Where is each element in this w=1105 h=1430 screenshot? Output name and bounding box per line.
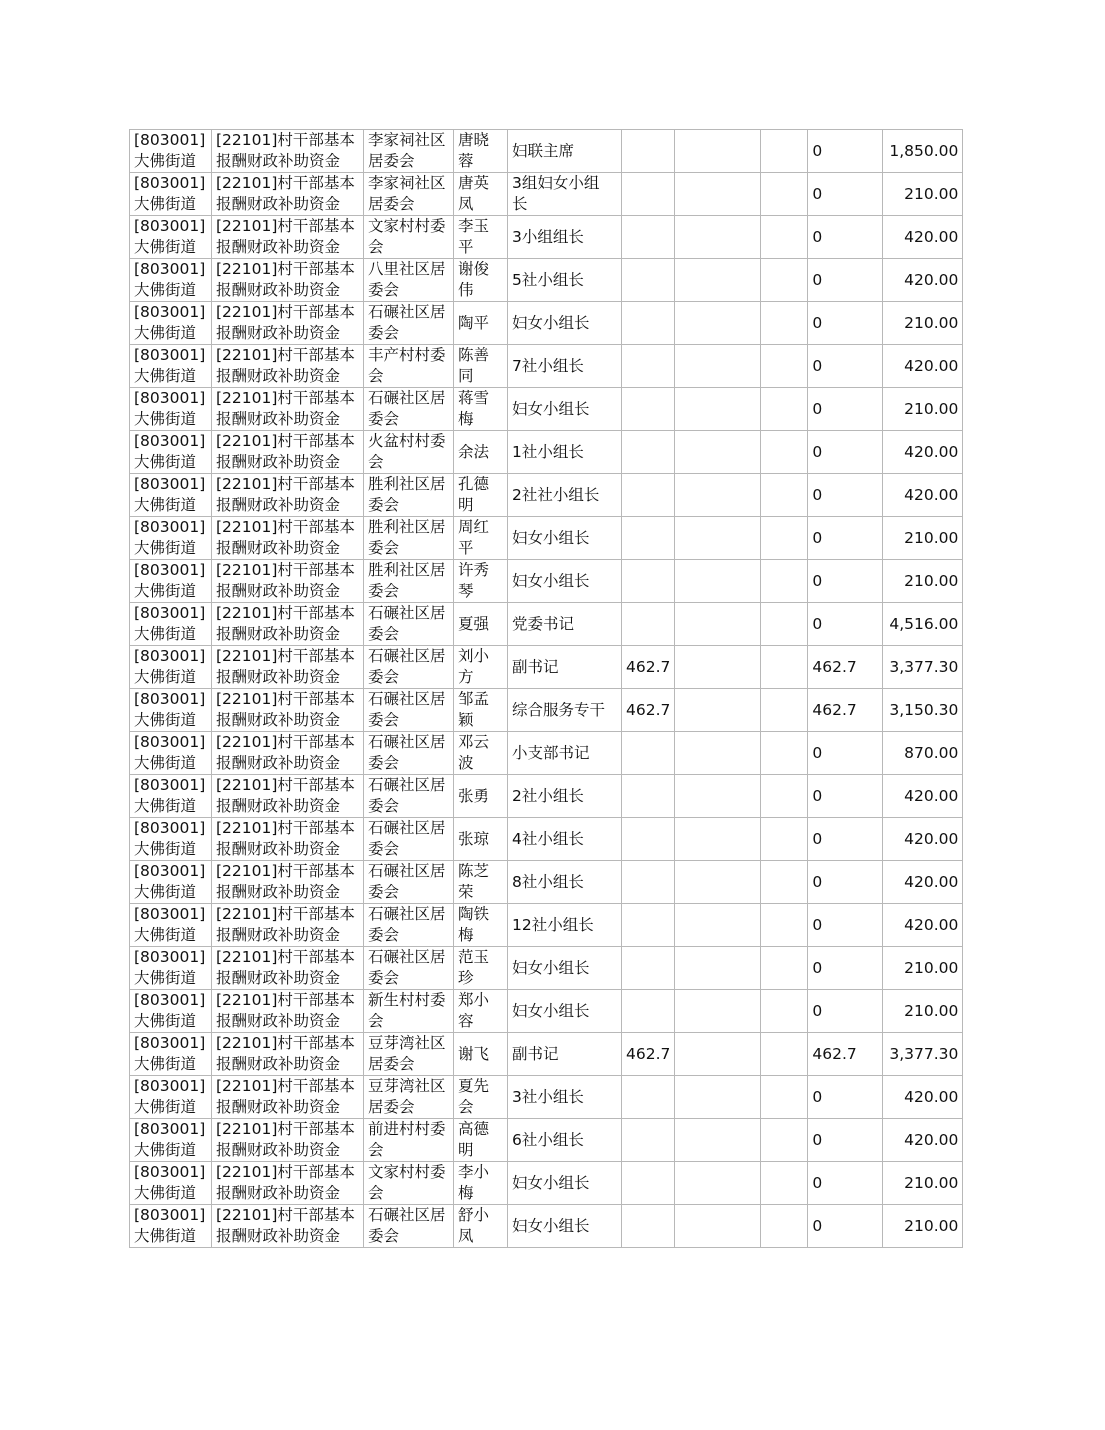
position-cell: 3社小组长: [508, 1076, 622, 1119]
unit-cell: [803001] 大佛街道: [130, 388, 212, 431]
amount-b-cell: [675, 861, 761, 904]
table-row: [130, 130, 963, 173]
fund-cell: [22101]村干部基本 报酬财政补助资金: [212, 732, 364, 775]
organization-cell: 胜利社区居 委会: [364, 474, 454, 517]
amount-d-cell: 462.7: [808, 689, 883, 732]
table-row: [130, 689, 963, 732]
amount-c-cell: [761, 1119, 808, 1162]
amount-b-cell: [675, 775, 761, 818]
total-amount-cell: 420.00: [883, 1119, 963, 1162]
table-row: [130, 388, 963, 431]
fund-cell: [22101]村干部基本 报酬财政补助资金: [212, 861, 364, 904]
person-name-cell: 许秀 琴: [454, 560, 508, 603]
organization-cell: 豆芽湾社区 居委会: [364, 1033, 454, 1076]
amount-a-cell: [622, 216, 675, 259]
fund-cell: [22101]村干部基本 报酬财政补助资金: [212, 689, 364, 732]
amount-a-cell: [622, 1119, 675, 1162]
table-row: [130, 1076, 963, 1119]
table-row: [130, 259, 963, 302]
amount-c-cell: [761, 431, 808, 474]
organization-cell: 石碾社区居 委会: [364, 818, 454, 861]
unit-cell: [803001] 大佛街道: [130, 560, 212, 603]
unit-cell: [803001] 大佛街道: [130, 1162, 212, 1205]
table-row: [130, 1205, 963, 1248]
amount-d-cell: 0: [808, 173, 883, 216]
amount-d-cell: 0: [808, 560, 883, 603]
organization-cell: 石碾社区居 委会: [364, 1205, 454, 1248]
amount-c-cell: [761, 130, 808, 173]
amount-a-cell: [622, 517, 675, 560]
amount-d-cell: 0: [808, 861, 883, 904]
amount-c-cell: [761, 1033, 808, 1076]
amount-a-cell: [622, 861, 675, 904]
organization-cell: 石碾社区居 委会: [364, 388, 454, 431]
fund-cell: [22101]村干部基本 报酬财政补助资金: [212, 302, 364, 345]
amount-c-cell: [761, 603, 808, 646]
amount-d-cell: 0: [808, 1162, 883, 1205]
fund-cell: [22101]村干部基本 报酬财政补助资金: [212, 603, 364, 646]
total-amount-cell: 420.00: [883, 259, 963, 302]
unit-cell: [803001] 大佛街道: [130, 517, 212, 560]
amount-b-cell: [675, 1033, 761, 1076]
amount-b-cell: [675, 216, 761, 259]
organization-cell: 石碾社区居 委会: [364, 775, 454, 818]
amount-d-cell: 0: [808, 130, 883, 173]
total-amount-cell: 420.00: [883, 216, 963, 259]
amount-c-cell: [761, 216, 808, 259]
unit-cell: [803001] 大佛街道: [130, 1076, 212, 1119]
organization-cell: 火盆村村委 会: [364, 431, 454, 474]
amount-b-cell: [675, 517, 761, 560]
unit-cell: [803001] 大佛街道: [130, 732, 212, 775]
organization-cell: 石碾社区居 委会: [364, 861, 454, 904]
fund-cell: [22101]村干部基本 报酬财政补助资金: [212, 775, 364, 818]
organization-cell: 石碾社区居 委会: [364, 646, 454, 689]
table-row: [130, 603, 963, 646]
table-row: [130, 517, 963, 560]
amount-a-cell: [622, 345, 675, 388]
amount-b-cell: [675, 431, 761, 474]
person-name-cell: 高德 明: [454, 1119, 508, 1162]
unit-cell: [803001] 大佛街道: [130, 1033, 212, 1076]
person-name-cell: 夏强: [454, 603, 508, 646]
fund-cell: [22101]村干部基本 报酬财政补助资金: [212, 1076, 364, 1119]
amount-d-cell: 0: [808, 1205, 883, 1248]
amount-a-cell: 462.7: [622, 1033, 675, 1076]
amount-b-cell: [675, 474, 761, 517]
amount-c-cell: [761, 818, 808, 861]
amount-a-cell: [622, 130, 675, 173]
person-name-cell: 谢俊 伟: [454, 259, 508, 302]
organization-cell: 石碾社区居 委会: [364, 689, 454, 732]
amount-c-cell: [761, 990, 808, 1033]
fund-cell: [22101]村干部基本 报酬财政补助资金: [212, 431, 364, 474]
total-amount-cell: 210.00: [883, 947, 963, 990]
person-name-cell: 张琼: [454, 818, 508, 861]
position-cell: 妇联主席: [508, 130, 622, 173]
table-row: [130, 560, 963, 603]
total-amount-cell: 3,377.30: [883, 646, 963, 689]
person-name-cell: 谢飞: [454, 1033, 508, 1076]
fund-cell: [22101]村干部基本 报酬财政补助资金: [212, 1033, 364, 1076]
amount-b-cell: [675, 259, 761, 302]
amount-b-cell: [675, 173, 761, 216]
unit-cell: [803001] 大佛街道: [130, 861, 212, 904]
amount-d-cell: 0: [808, 517, 883, 560]
table-row: [130, 1119, 963, 1162]
amount-a-cell: 462.7: [622, 646, 675, 689]
fund-cell: [22101]村干部基本 报酬财政补助资金: [212, 990, 364, 1033]
amount-c-cell: [761, 775, 808, 818]
unit-cell: [803001] 大佛街道: [130, 1205, 212, 1248]
amount-c-cell: [761, 861, 808, 904]
total-amount-cell: 210.00: [883, 1162, 963, 1205]
table-row: [130, 732, 963, 775]
amount-a-cell: [622, 560, 675, 603]
amount-b-cell: [675, 904, 761, 947]
organization-cell: 石碾社区居 委会: [364, 603, 454, 646]
total-amount-cell: 420.00: [883, 818, 963, 861]
amount-c-cell: [761, 1205, 808, 1248]
total-amount-cell: 210.00: [883, 517, 963, 560]
amount-a-cell: [622, 302, 675, 345]
organization-cell: 李家祠社区 居委会: [364, 173, 454, 216]
position-cell: 妇女小组长: [508, 388, 622, 431]
position-cell: 妇女小组长: [508, 990, 622, 1033]
person-name-cell: 余法: [454, 431, 508, 474]
unit-cell: [803001] 大佛街道: [130, 646, 212, 689]
unit-cell: [803001] 大佛街道: [130, 904, 212, 947]
person-name-cell: 李小 梅: [454, 1162, 508, 1205]
person-name-cell: 周红 平: [454, 517, 508, 560]
total-amount-cell: 420.00: [883, 861, 963, 904]
position-cell: 3小组组长: [508, 216, 622, 259]
amount-b-cell: [675, 388, 761, 431]
fund-cell: [22101]村干部基本 报酬财政补助资金: [212, 1162, 364, 1205]
organization-cell: 前进村村委 会: [364, 1119, 454, 1162]
amount-b-cell: [675, 1162, 761, 1205]
table-row: [130, 345, 963, 388]
unit-cell: [803001] 大佛街道: [130, 173, 212, 216]
unit-cell: [803001] 大佛街道: [130, 775, 212, 818]
amount-d-cell: 0: [808, 388, 883, 431]
amount-d-cell: 462.7: [808, 646, 883, 689]
amount-b-cell: [675, 689, 761, 732]
fund-cell: [22101]村干部基本 报酬财政补助资金: [212, 388, 364, 431]
amount-c-cell: [761, 517, 808, 560]
table-row: [130, 646, 963, 689]
unit-cell: [803001] 大佛街道: [130, 474, 212, 517]
organization-cell: 文家村村委 会: [364, 216, 454, 259]
amount-a-cell: [622, 1162, 675, 1205]
amount-d-cell: 0: [808, 947, 883, 990]
amount-d-cell: 0: [808, 302, 883, 345]
fund-cell: [22101]村干部基本 报酬财政补助资金: [212, 173, 364, 216]
unit-cell: [803001] 大佛街道: [130, 130, 212, 173]
total-amount-cell: 210.00: [883, 388, 963, 431]
amount-b-cell: [675, 1119, 761, 1162]
total-amount-cell: 420.00: [883, 345, 963, 388]
amount-d-cell: 0: [808, 1119, 883, 1162]
amount-a-cell: [622, 904, 675, 947]
position-cell: 5社小组长: [508, 259, 622, 302]
amount-b-cell: [675, 732, 761, 775]
fund-cell: [22101]村干部基本 报酬财政补助资金: [212, 216, 364, 259]
position-cell: 2社社小组长: [508, 474, 622, 517]
amount-d-cell: 0: [808, 216, 883, 259]
person-name-cell: 邹孟 颖: [454, 689, 508, 732]
table-row: [130, 904, 963, 947]
total-amount-cell: 420.00: [883, 474, 963, 517]
payroll-table: [129, 129, 963, 1248]
amount-c-cell: [761, 259, 808, 302]
unit-cell: [803001] 大佛街道: [130, 259, 212, 302]
position-cell: 7社小组长: [508, 345, 622, 388]
organization-cell: 石碾社区居 委会: [364, 732, 454, 775]
total-amount-cell: 3,150.30: [883, 689, 963, 732]
organization-cell: 石碾社区居 委会: [364, 302, 454, 345]
amount-d-cell: 0: [808, 775, 883, 818]
unit-cell: [803001] 大佛街道: [130, 990, 212, 1033]
organization-cell: 新生村村委 会: [364, 990, 454, 1033]
amount-d-cell: 0: [808, 1076, 883, 1119]
table-row: [130, 302, 963, 345]
amount-d-cell: 0: [808, 732, 883, 775]
table-row: [130, 818, 963, 861]
person-name-cell: 陈善 同: [454, 345, 508, 388]
position-cell: 3组妇女小组 长: [508, 173, 622, 216]
amount-c-cell: [761, 646, 808, 689]
total-amount-cell: 420.00: [883, 431, 963, 474]
fund-cell: [22101]村干部基本 报酬财政补助资金: [212, 259, 364, 302]
position-cell: 妇女小组长: [508, 302, 622, 345]
amount-d-cell: 462.7: [808, 1033, 883, 1076]
unit-cell: [803001] 大佛街道: [130, 947, 212, 990]
amount-b-cell: [675, 646, 761, 689]
position-cell: 副书记: [508, 1033, 622, 1076]
organization-cell: 八里社区居 委会: [364, 259, 454, 302]
amount-d-cell: 0: [808, 259, 883, 302]
amount-c-cell: [761, 904, 808, 947]
amount-b-cell: [675, 603, 761, 646]
amount-b-cell: [675, 130, 761, 173]
unit-cell: [803001] 大佛街道: [130, 818, 212, 861]
total-amount-cell: 210.00: [883, 302, 963, 345]
total-amount-cell: 210.00: [883, 173, 963, 216]
position-cell: 4社小组长: [508, 818, 622, 861]
position-cell: 妇女小组长: [508, 1205, 622, 1248]
person-name-cell: 唐晓 蓉: [454, 130, 508, 173]
amount-d-cell: 0: [808, 990, 883, 1033]
total-amount-cell: 1,850.00: [883, 130, 963, 173]
position-cell: 党委书记: [508, 603, 622, 646]
table-row: [130, 947, 963, 990]
table-row: [130, 990, 963, 1033]
unit-cell: [803001] 大佛街道: [130, 302, 212, 345]
amount-b-cell: [675, 345, 761, 388]
person-name-cell: 张勇: [454, 775, 508, 818]
organization-cell: 丰产村村委 会: [364, 345, 454, 388]
person-name-cell: 李玉 平: [454, 216, 508, 259]
organization-cell: 石碾社区居 委会: [364, 904, 454, 947]
person-name-cell: 陶平: [454, 302, 508, 345]
organization-cell: 石碾社区居 委会: [364, 947, 454, 990]
amount-c-cell: [761, 560, 808, 603]
organization-cell: 胜利社区居 委会: [364, 560, 454, 603]
person-name-cell: 郑小 容: [454, 990, 508, 1033]
position-cell: 副书记: [508, 646, 622, 689]
fund-cell: [22101]村干部基本 报酬财政补助资金: [212, 646, 364, 689]
organization-cell: 豆芽湾社区 居委会: [364, 1076, 454, 1119]
person-name-cell: 邓云 波: [454, 732, 508, 775]
amount-c-cell: [761, 947, 808, 990]
amount-c-cell: [761, 1162, 808, 1205]
position-cell: 2社小组长: [508, 775, 622, 818]
amount-a-cell: [622, 603, 675, 646]
unit-cell: [803001] 大佛街道: [130, 1119, 212, 1162]
amount-a-cell: [622, 388, 675, 431]
table-body: [130, 130, 963, 1248]
position-cell: 小支部书记: [508, 732, 622, 775]
position-cell: 妇女小组长: [508, 560, 622, 603]
amount-a-cell: [622, 173, 675, 216]
person-name-cell: 陶铁 梅: [454, 904, 508, 947]
unit-cell: [803001] 大佛街道: [130, 431, 212, 474]
total-amount-cell: 870.00: [883, 732, 963, 775]
fund-cell: [22101]村干部基本 报酬财政补助资金: [212, 1119, 364, 1162]
organization-cell: 李家祠社区 居委会: [364, 130, 454, 173]
total-amount-cell: 4,516.00: [883, 603, 963, 646]
amount-d-cell: 0: [808, 818, 883, 861]
person-name-cell: 孔德 明: [454, 474, 508, 517]
person-name-cell: 范玉 珍: [454, 947, 508, 990]
table-row: [130, 216, 963, 259]
fund-cell: [22101]村干部基本 报酬财政补助资金: [212, 947, 364, 990]
table-row: [130, 861, 963, 904]
amount-a-cell: [622, 732, 675, 775]
fund-cell: [22101]村干部基本 报酬财政补助资金: [212, 818, 364, 861]
amount-d-cell: 0: [808, 474, 883, 517]
table-row: [130, 1162, 963, 1205]
total-amount-cell: 210.00: [883, 1205, 963, 1248]
unit-cell: [803001] 大佛街道: [130, 216, 212, 259]
amount-b-cell: [675, 818, 761, 861]
table-row: [130, 173, 963, 216]
amount-a-cell: [622, 1076, 675, 1119]
amount-a-cell: [622, 1205, 675, 1248]
person-name-cell: 陈芝 荣: [454, 861, 508, 904]
amount-a-cell: [622, 947, 675, 990]
unit-cell: [803001] 大佛街道: [130, 603, 212, 646]
total-amount-cell: 420.00: [883, 1076, 963, 1119]
amount-c-cell: [761, 173, 808, 216]
total-amount-cell: 3,377.30: [883, 1033, 963, 1076]
table-row: [130, 431, 963, 474]
total-amount-cell: 210.00: [883, 560, 963, 603]
amount-a-cell: 462.7: [622, 689, 675, 732]
fund-cell: [22101]村干部基本 报酬财政补助资金: [212, 474, 364, 517]
position-cell: 6社小组长: [508, 1119, 622, 1162]
amount-d-cell: 0: [808, 603, 883, 646]
table-row: [130, 775, 963, 818]
position-cell: 8社小组长: [508, 861, 622, 904]
position-cell: 12社小组长: [508, 904, 622, 947]
total-amount-cell: 420.00: [883, 904, 963, 947]
amount-d-cell: 0: [808, 345, 883, 388]
amount-b-cell: [675, 560, 761, 603]
position-cell: 妇女小组长: [508, 517, 622, 560]
unit-cell: [803001] 大佛街道: [130, 689, 212, 732]
amount-c-cell: [761, 302, 808, 345]
person-name-cell: 蒋雪 梅: [454, 388, 508, 431]
amount-b-cell: [675, 302, 761, 345]
amount-c-cell: [761, 345, 808, 388]
position-cell: 综合服务专干: [508, 689, 622, 732]
amount-a-cell: [622, 818, 675, 861]
amount-c-cell: [761, 388, 808, 431]
fund-cell: [22101]村干部基本 报酬财政补助资金: [212, 517, 364, 560]
amount-b-cell: [675, 1076, 761, 1119]
position-cell: 妇女小组长: [508, 1162, 622, 1205]
amount-b-cell: [675, 1205, 761, 1248]
organization-cell: 胜利社区居 委会: [364, 517, 454, 560]
amount-a-cell: [622, 990, 675, 1033]
position-cell: 1社小组长: [508, 431, 622, 474]
organization-cell: 文家村村委 会: [364, 1162, 454, 1205]
amount-a-cell: [622, 431, 675, 474]
fund-cell: [22101]村干部基本 报酬财政补助资金: [212, 1205, 364, 1248]
amount-c-cell: [761, 1076, 808, 1119]
amount-a-cell: [622, 259, 675, 302]
table-row: [130, 1033, 963, 1076]
person-name-cell: 夏先 会: [454, 1076, 508, 1119]
amount-a-cell: [622, 775, 675, 818]
total-amount-cell: 210.00: [883, 990, 963, 1033]
amount-c-cell: [761, 732, 808, 775]
amount-d-cell: 0: [808, 904, 883, 947]
amount-d-cell: 0: [808, 431, 883, 474]
position-cell: 妇女小组长: [508, 947, 622, 990]
fund-cell: [22101]村干部基本 报酬财政补助资金: [212, 345, 364, 388]
fund-cell: [22101]村干部基本 报酬财政补助资金: [212, 904, 364, 947]
fund-cell: [22101]村干部基本 报酬财政补助资金: [212, 560, 364, 603]
person-name-cell: 刘小 方: [454, 646, 508, 689]
amount-c-cell: [761, 474, 808, 517]
person-name-cell: 唐英 凤: [454, 173, 508, 216]
unit-cell: [803001] 大佛街道: [130, 345, 212, 388]
amount-b-cell: [675, 990, 761, 1033]
total-amount-cell: 420.00: [883, 775, 963, 818]
person-name-cell: 舒小 凤: [454, 1205, 508, 1248]
table-row: [130, 474, 963, 517]
fund-cell: [22101]村干部基本 报酬财政补助资金: [212, 130, 364, 173]
amount-a-cell: [622, 474, 675, 517]
amount-c-cell: [761, 689, 808, 732]
amount-b-cell: [675, 947, 761, 990]
